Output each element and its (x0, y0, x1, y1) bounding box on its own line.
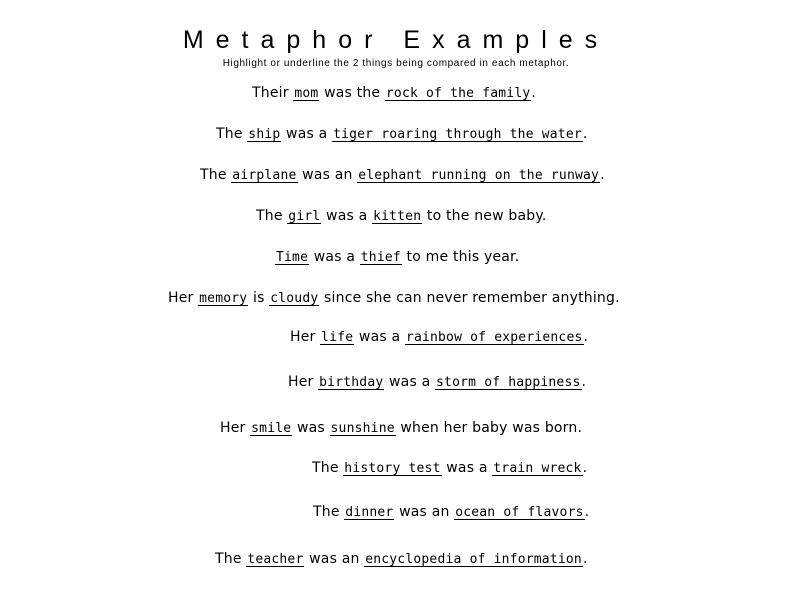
instruction-text: Highlight or underline the 2 things being compared in each metaphor. (222, 58, 570, 69)
sentence (216, 126, 588, 142)
underlined-term: life (321, 330, 354, 345)
underlined-term: ship (248, 127, 281, 142)
sentence (220, 420, 582, 436)
sentence-text: was a (354, 329, 405, 345)
sentence-text: to the new baby. (422, 208, 547, 224)
sentence-text: Her (220, 420, 251, 436)
sentence-text: The (200, 167, 232, 183)
underlined-term: rock of the family (385, 86, 531, 101)
sentence (215, 551, 588, 567)
sentence-text: was (292, 420, 330, 436)
sentence-text: was an (304, 551, 365, 567)
sentence (200, 167, 605, 183)
underlined-term: train wreck (493, 461, 582, 476)
sentence (252, 85, 536, 101)
sentence-text: . (584, 504, 590, 520)
sentence-text: was a (321, 208, 373, 224)
sentence-text: was a (309, 249, 360, 265)
sentence-text: was an (394, 504, 455, 520)
sentence-text: was a (384, 374, 436, 390)
underlined-term: cloudy (270, 291, 319, 306)
sentence (313, 504, 589, 520)
underlined-term: history test (344, 461, 441, 476)
sentence-text: . (581, 374, 587, 390)
sentence (256, 208, 547, 224)
sentence-text: Her (288, 374, 319, 390)
sentence-text: . (582, 126, 588, 142)
underlined-term: memory (199, 291, 248, 306)
sentence-text: was the (319, 85, 385, 101)
page-title: Metaphor Examples (182, 26, 610, 54)
sentence-text: when her baby was born. (395, 420, 583, 436)
sentence-text: was an (297, 167, 358, 183)
underlined-term: airplane (232, 168, 297, 183)
underlined-term: smile (251, 421, 292, 436)
sentence-text: . (531, 85, 537, 101)
sentence-text: was a (281, 126, 333, 142)
sentence-text: The (256, 208, 288, 224)
sentence (275, 249, 519, 265)
sentence-text: The (215, 551, 247, 567)
sentence (288, 374, 586, 390)
underlined-term: sunshine (330, 421, 395, 436)
underlined-term: dinner (345, 505, 394, 520)
underlined-term: thief (360, 250, 401, 265)
sentence-text: since she can never remember anything. (319, 290, 620, 306)
sentence-text: to me this year. (401, 249, 520, 265)
underlined-term: girl (288, 209, 321, 224)
sentence-text: . (582, 551, 588, 567)
sentence (168, 290, 620, 306)
sentence-text: The (216, 126, 248, 142)
sentence-text: The (312, 460, 344, 476)
underlined-term: birthday (319, 375, 384, 390)
underlined-term: encyclopedia of information (365, 552, 582, 567)
underlined-term: mom (294, 86, 319, 101)
underlined-term: storm of happiness (436, 375, 581, 390)
underlined-term: rainbow of experiences (405, 330, 583, 345)
sentence-text: . (582, 460, 588, 476)
underlined-term: teacher (247, 552, 304, 567)
underlined-term: Time (276, 250, 309, 265)
underlined-term: tiger roaring through the water (333, 127, 582, 142)
underlined-term: elephant running on the runway (358, 168, 600, 183)
sentence-text: The (313, 504, 345, 520)
sentence-text: Her (168, 290, 199, 306)
sentence (312, 460, 587, 476)
sentence (290, 329, 588, 345)
sentence-text: is (248, 290, 270, 306)
sentence-text: was a (441, 460, 493, 476)
sentence-text: Her (290, 329, 321, 345)
sentence-text: Their (252, 85, 294, 101)
sentence-text: . (600, 167, 605, 183)
underlined-term: kitten (373, 209, 422, 224)
sentence-text: . (583, 329, 589, 345)
underlined-term: ocean of flavors (455, 505, 584, 520)
